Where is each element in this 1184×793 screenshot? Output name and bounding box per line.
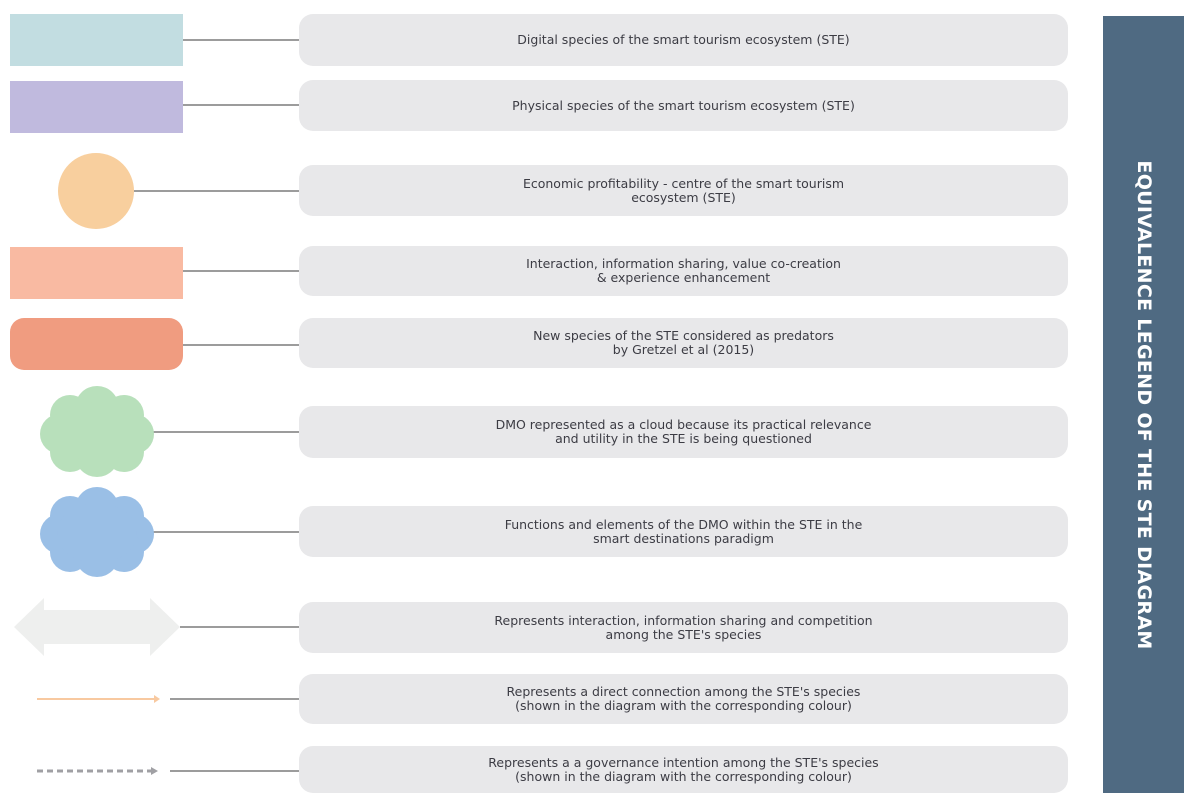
dmo-blue-cloud-icon xyxy=(40,487,154,577)
legend-description xyxy=(299,165,1068,216)
legend-description xyxy=(299,318,1068,368)
legend-text: Economic profitability - centre of the smart tourism ecosystem (STE) xyxy=(522,175,845,205)
legend-title-panel xyxy=(1103,16,1184,793)
legend-text: Digital species of the smart tourism ecosystem (STE) xyxy=(517,32,850,47)
double-arrow-icon xyxy=(14,598,180,656)
legend-text: New species of the STE considered as predators by Gretzel et al (2015) xyxy=(533,328,834,357)
predator-species-symbol xyxy=(10,318,183,370)
legend-text: Represents a a governance intention among the STE's species (shown in the diagram with the corresponding colour) xyxy=(488,754,879,784)
legend-text: Physical species of the smart tourism ecosystem (STE) xyxy=(512,97,855,113)
legend-description xyxy=(299,506,1068,557)
legend-description xyxy=(299,80,1068,131)
legend-description xyxy=(299,14,1068,66)
solid-arrow-icon xyxy=(37,695,160,703)
legend-description xyxy=(299,246,1068,296)
legend-text: Functions and elements of the DMO within the STE in the smart destinations paradigm xyxy=(504,516,863,546)
legend-description xyxy=(299,674,1068,724)
digital-species-symbol xyxy=(10,14,183,66)
legend-text: Represents interaction, information sharing and competition among the STE's species xyxy=(494,612,873,642)
legend-text: Represents a direct connection among the STE's species (shown in the diagram with the corresponding colour) xyxy=(506,684,861,713)
legend-title: EQUIVALENCE LEGEND OF THE STE DIAGRAM xyxy=(1132,159,1155,650)
legend-text: Interaction, information sharing, value co-creation & experience enhancement xyxy=(526,256,841,285)
interaction-symbol xyxy=(10,247,183,299)
legend-text: DMO represented as a cloud because its practical relevance and utility in the STE is being questioned xyxy=(495,417,872,446)
legend-description xyxy=(299,746,1068,793)
legend-description xyxy=(299,602,1068,653)
legend-description xyxy=(299,406,1068,458)
dmo-green-cloud-icon xyxy=(40,386,154,477)
economic-profitability-circle xyxy=(58,153,134,229)
dashed-arrow-icon xyxy=(37,767,158,775)
physical-species-symbol xyxy=(10,81,183,133)
